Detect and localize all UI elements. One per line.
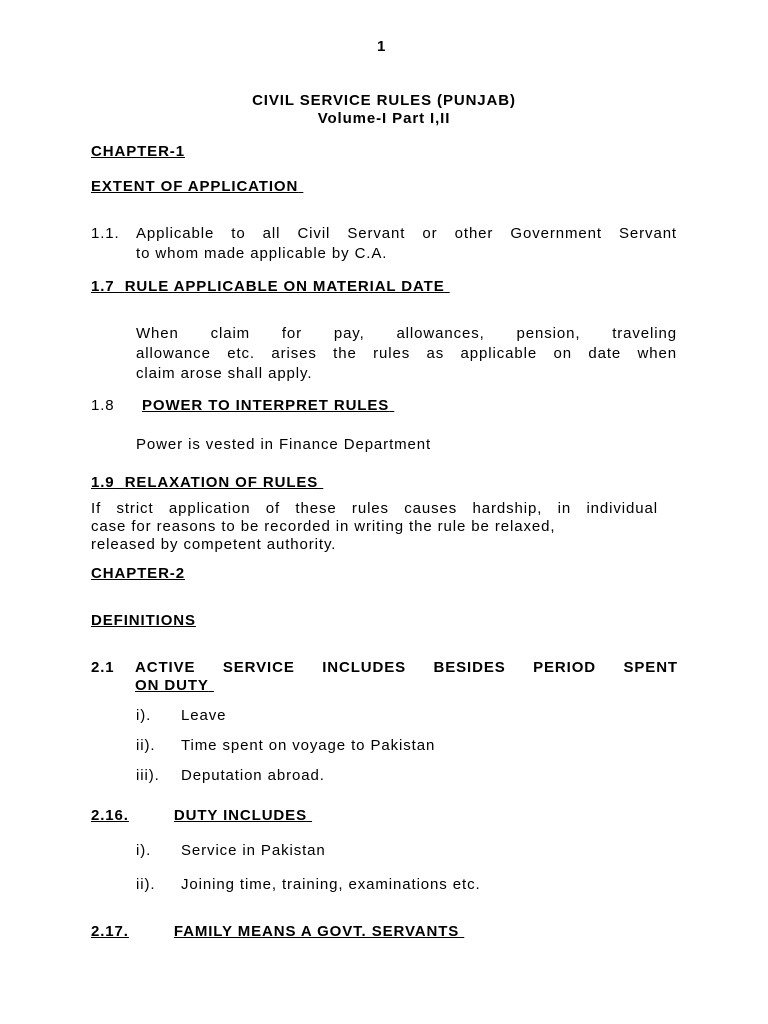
rule-2-1-item-3-marker: iii). xyxy=(136,767,160,784)
rule-2-1-item-2-marker: ii). xyxy=(136,737,156,754)
rule-2-1-heading-line2: ON DUTY xyxy=(135,677,209,694)
rule-2-1-item-3-text: Deputation abroad. xyxy=(181,767,325,784)
rule-1-9-text-line1: If strict application of these rules causes hardship, in individual xyxy=(91,500,658,517)
chapter-1-heading: CHAPTER-1 xyxy=(91,143,185,160)
rule-2-1-item-1-marker: i). xyxy=(136,707,152,724)
rule-1-1-number: 1.1. xyxy=(91,225,120,242)
rule-2-16-item-2-marker: ii). xyxy=(136,876,156,893)
rule-2-16-item-1-text: Service in Pakistan xyxy=(181,842,326,859)
rule-2-17-heading: 2.17. FAMILY MEANS A GOVT. SERVANTS xyxy=(91,923,460,940)
rule-1-7-text-line2: allowance etc. arises the rules as applicable on date when xyxy=(136,345,677,362)
rule-1-7-text-line1: When claim for pay, allowances, pension, traveling xyxy=(136,325,677,342)
rule-1-8-number: 1.8 xyxy=(91,397,115,414)
definitions-heading: DEFINITIONS xyxy=(91,612,196,629)
rule-2-16-item-1-marker: i). xyxy=(136,842,152,859)
rule-2-16-heading: 2.16. DUTY INCLUDES xyxy=(91,807,307,824)
extent-of-application-heading: EXTENT OF APPLICATION xyxy=(91,178,299,195)
rule-1-7-heading: 1.7 RULE APPLICABLE ON MATERIAL DATE xyxy=(91,278,445,295)
rule-1-8-heading: POWER TO INTERPRET RULES xyxy=(142,397,390,414)
document-title: CIVIL SERVICE RULES (PUNJAB) xyxy=(252,92,516,109)
document-subtitle: Volume-I Part I,II xyxy=(317,110,451,127)
rule-2-1-item-2-text: Time spent on voyage to Pakistan xyxy=(181,737,436,754)
rule-2-16-item-2-text: Joining time, training, examinations etc. xyxy=(181,876,481,893)
page-number: 1 xyxy=(377,38,387,55)
chapter-2-heading: CHAPTER-2 xyxy=(91,565,185,582)
rule-1-1-text-line2: to whom made applicable by C.A. xyxy=(136,245,388,262)
rule-1-1-text-line1: Applicable to all Civil Servant or other Government Servant xyxy=(136,225,677,242)
rule-1-9-text-line3: released by competent authority. xyxy=(91,536,337,553)
rule-1-8-text: Power is vested in Finance Department xyxy=(136,436,432,453)
rule-2-1-item-1-text: Leave xyxy=(181,707,227,724)
rule-1-9-heading: 1.9 RELAXATION OF RULES xyxy=(91,474,319,491)
rule-1-9-text-line2: case for reasons to be recorded in writing the rule be relaxed, xyxy=(91,518,556,535)
rule-1-7-text-line3: claim arose shall apply. xyxy=(136,365,313,382)
rule-2-1-heading: 2.1 ACTIVE SERVICE INCLUDES BESIDES PERIOD SPENT xyxy=(91,659,678,676)
